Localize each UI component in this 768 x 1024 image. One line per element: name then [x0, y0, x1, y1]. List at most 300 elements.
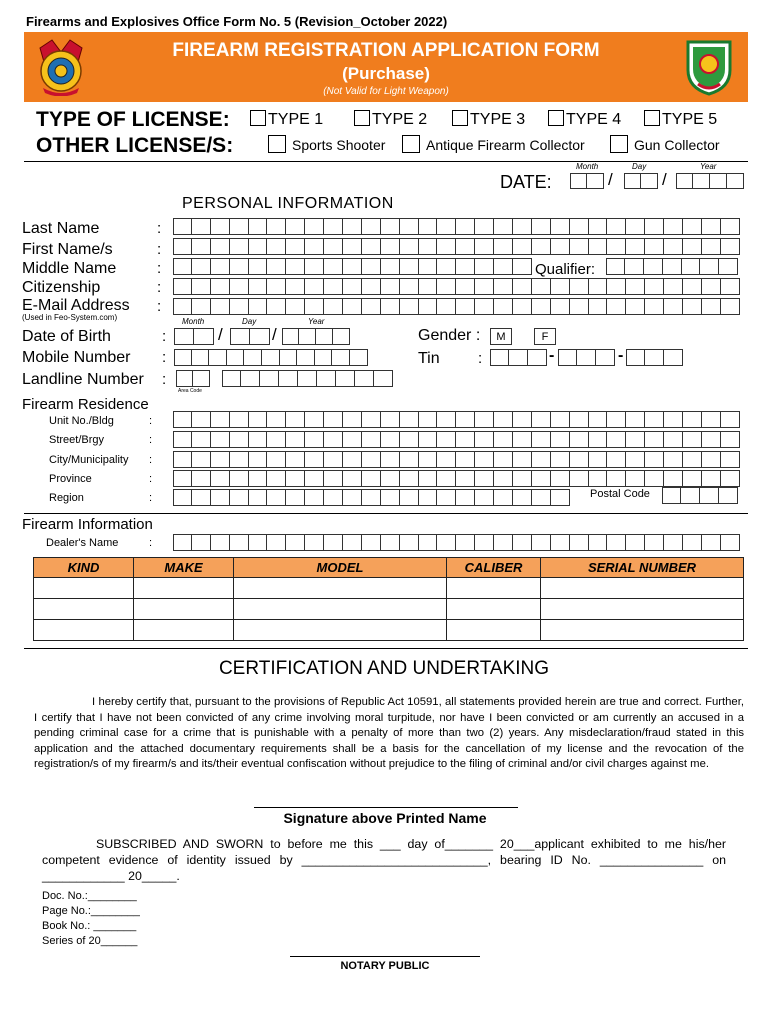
char-box[interactable] [532, 489, 551, 506]
char-box[interactable] [419, 258, 438, 275]
char-box[interactable] [626, 218, 645, 235]
char-box[interactable] [362, 238, 381, 255]
table-cell[interactable] [447, 620, 541, 641]
char-box[interactable] [683, 470, 702, 487]
dob-day-field[interactable] [230, 328, 270, 345]
char-box[interactable] [607, 218, 626, 235]
char-box[interactable] [362, 470, 381, 487]
char-box[interactable] [551, 470, 570, 487]
char-box[interactable] [494, 470, 513, 487]
char-box[interactable] [419, 238, 438, 255]
tin-field-3[interactable] [626, 349, 683, 366]
char-box[interactable] [211, 489, 230, 506]
char-box[interactable] [381, 470, 400, 487]
table-cell[interactable] [134, 599, 234, 620]
char-box[interactable] [683, 451, 702, 468]
char-box[interactable] [589, 431, 608, 448]
char-box[interactable] [286, 298, 305, 315]
char-box[interactable] [315, 349, 333, 366]
char-box[interactable] [662, 487, 681, 504]
char-box[interactable] [475, 431, 494, 448]
char-box[interactable] [267, 218, 286, 235]
char-box[interactable] [381, 258, 400, 275]
char-box[interactable] [683, 534, 702, 551]
char-box[interactable] [249, 411, 268, 428]
char-box[interactable] [343, 218, 362, 235]
char-box[interactable] [305, 298, 324, 315]
char-box[interactable] [381, 489, 400, 506]
char-box[interactable] [721, 470, 740, 487]
char-box[interactable] [607, 298, 626, 315]
char-box[interactable] [702, 298, 721, 315]
char-box[interactable] [400, 411, 419, 428]
char-box[interactable] [721, 534, 740, 551]
char-box[interactable] [664, 411, 683, 428]
char-box[interactable] [267, 258, 286, 275]
char-box[interactable] [532, 534, 551, 551]
char-box[interactable] [267, 534, 286, 551]
char-box[interactable] [305, 489, 324, 506]
char-box[interactable] [249, 451, 268, 468]
street-field[interactable] [173, 431, 740, 448]
char-box[interactable] [286, 218, 305, 235]
char-box[interactable] [400, 489, 419, 506]
char-box[interactable] [305, 278, 324, 295]
table-cell[interactable] [34, 620, 134, 641]
date-year-field[interactable] [676, 173, 744, 189]
char-box[interactable] [626, 470, 645, 487]
gender-female-box[interactable] [534, 328, 556, 345]
char-box[interactable] [532, 411, 551, 428]
char-box[interactable] [513, 278, 532, 295]
char-box[interactable] [683, 411, 702, 428]
char-box[interactable] [362, 451, 381, 468]
char-box[interactable] [267, 411, 286, 428]
char-box[interactable] [513, 489, 532, 506]
table-cell[interactable] [541, 620, 744, 641]
char-box[interactable] [324, 298, 343, 315]
char-box[interactable] [607, 278, 626, 295]
char-box[interactable] [280, 349, 298, 366]
license-type-4[interactable]: TYPE 4 [548, 110, 621, 129]
char-box[interactable] [494, 431, 513, 448]
char-box[interactable] [230, 411, 249, 428]
char-box[interactable] [324, 278, 343, 295]
middle-name-field[interactable] [173, 258, 532, 275]
char-box[interactable] [494, 451, 513, 468]
province-field[interactable] [173, 470, 740, 487]
char-box[interactable] [343, 451, 362, 468]
char-box[interactable] [317, 370, 336, 387]
char-box[interactable] [343, 238, 362, 255]
license-type-3[interactable]: TYPE 3 [452, 110, 525, 129]
char-box[interactable] [343, 470, 362, 487]
char-box[interactable] [211, 411, 230, 428]
dealer-field[interactable] [173, 534, 740, 551]
char-box[interactable] [475, 278, 494, 295]
char-box[interactable] [419, 411, 438, 428]
char-box[interactable] [607, 431, 626, 448]
char-box[interactable] [174, 349, 192, 366]
char-box[interactable] [551, 431, 570, 448]
char-box[interactable] [249, 470, 268, 487]
char-box[interactable] [362, 534, 381, 551]
char-box[interactable] [645, 431, 664, 448]
char-box[interactable] [324, 238, 343, 255]
char-box[interactable] [551, 451, 570, 468]
char-box[interactable] [362, 431, 381, 448]
char-box[interactable] [437, 258, 456, 275]
char-box[interactable] [400, 534, 419, 551]
char-box[interactable] [626, 431, 645, 448]
tin-field-2[interactable] [558, 349, 615, 366]
char-box[interactable] [702, 238, 721, 255]
char-box[interactable] [211, 431, 230, 448]
char-box[interactable] [570, 218, 589, 235]
char-box[interactable] [211, 258, 230, 275]
char-box[interactable] [437, 238, 456, 255]
char-box[interactable] [625, 258, 644, 275]
char-box[interactable] [475, 218, 494, 235]
date-day-field[interactable] [624, 173, 658, 189]
char-box[interactable] [249, 534, 268, 551]
char-box[interactable] [305, 238, 324, 255]
char-box[interactable] [324, 411, 343, 428]
char-box[interactable] [267, 278, 286, 295]
char-box[interactable] [702, 431, 721, 448]
char-box[interactable] [286, 470, 305, 487]
char-box[interactable] [494, 411, 513, 428]
char-box[interactable] [305, 411, 324, 428]
char-box[interactable] [494, 218, 513, 235]
char-box[interactable] [286, 258, 305, 275]
char-box[interactable] [683, 238, 702, 255]
char-box[interactable] [211, 470, 230, 487]
char-box[interactable] [381, 218, 400, 235]
char-box[interactable] [683, 218, 702, 235]
char-box[interactable] [589, 451, 608, 468]
char-box[interactable] [456, 298, 475, 315]
char-box[interactable] [721, 411, 740, 428]
other-sports-shooter[interactable]: Sports Shooter [268, 135, 385, 153]
char-box[interactable] [475, 298, 494, 315]
table-cell[interactable] [34, 578, 134, 599]
char-box[interactable] [644, 258, 663, 275]
char-box[interactable] [664, 534, 683, 551]
char-box[interactable] [551, 489, 570, 506]
char-box[interactable] [173, 278, 192, 295]
char-box[interactable] [702, 534, 721, 551]
char-box[interactable] [332, 349, 350, 366]
gender-female-option[interactable]: F [534, 328, 556, 345]
char-box[interactable] [719, 487, 738, 504]
char-box[interactable] [173, 238, 192, 255]
char-box[interactable] [589, 218, 608, 235]
char-box[interactable] [267, 298, 286, 315]
table-cell[interactable] [234, 620, 447, 641]
char-box[interactable] [475, 451, 494, 468]
char-box[interactable] [494, 238, 513, 255]
char-box[interactable] [437, 534, 456, 551]
citizenship-field[interactable] [173, 278, 740, 295]
char-box[interactable] [513, 218, 532, 235]
table-cell[interactable] [34, 599, 134, 620]
char-box[interactable] [532, 470, 551, 487]
char-box[interactable] [456, 218, 475, 235]
char-box[interactable] [230, 218, 249, 235]
char-box[interactable] [192, 451, 211, 468]
char-box[interactable] [249, 218, 268, 235]
char-box[interactable] [400, 298, 419, 315]
char-box[interactable] [192, 489, 211, 506]
char-box[interactable] [192, 258, 211, 275]
char-box[interactable] [381, 411, 400, 428]
char-box[interactable] [400, 278, 419, 295]
char-box[interactable] [589, 470, 608, 487]
char-box[interactable] [267, 489, 286, 506]
char-box[interactable] [305, 258, 324, 275]
char-box[interactable] [719, 258, 738, 275]
char-box[interactable] [702, 411, 721, 428]
char-box[interactable] [173, 534, 192, 551]
char-box[interactable] [419, 451, 438, 468]
char-box[interactable] [286, 411, 305, 428]
char-box[interactable] [324, 431, 343, 448]
table-cell[interactable] [447, 578, 541, 599]
char-box[interactable] [683, 278, 702, 295]
char-box[interactable] [381, 534, 400, 551]
char-box[interactable] [513, 411, 532, 428]
char-box[interactable] [437, 278, 456, 295]
char-box[interactable] [589, 298, 608, 315]
char-box[interactable] [249, 431, 268, 448]
char-box[interactable] [222, 370, 241, 387]
char-box[interactable] [305, 534, 324, 551]
char-box[interactable] [192, 349, 210, 366]
char-box[interactable] [570, 238, 589, 255]
char-box[interactable] [437, 451, 456, 468]
char-box[interactable] [355, 370, 374, 387]
char-box[interactable] [663, 258, 682, 275]
char-box[interactable] [645, 451, 664, 468]
char-box[interactable] [305, 470, 324, 487]
char-box[interactable] [551, 298, 570, 315]
char-box[interactable] [645, 218, 664, 235]
char-box[interactable] [721, 298, 740, 315]
char-box[interactable] [456, 534, 475, 551]
char-box[interactable] [343, 278, 362, 295]
char-box[interactable] [456, 489, 475, 506]
char-box[interactable] [607, 411, 626, 428]
char-box[interactable] [400, 470, 419, 487]
char-box[interactable] [645, 411, 664, 428]
char-box[interactable] [343, 534, 362, 551]
char-box[interactable] [362, 411, 381, 428]
char-box[interactable] [192, 298, 211, 315]
char-box[interactable] [589, 411, 608, 428]
char-box[interactable] [211, 534, 230, 551]
char-box[interactable] [305, 451, 324, 468]
char-box[interactable] [381, 451, 400, 468]
char-box[interactable] [249, 278, 268, 295]
checkbox-sports-shooter[interactable] [268, 135, 286, 153]
char-box[interactable] [475, 238, 494, 255]
char-box[interactable] [645, 278, 664, 295]
char-box[interactable] [173, 489, 192, 506]
char-box[interactable] [286, 534, 305, 551]
email-field[interactable] [173, 298, 740, 315]
char-box[interactable] [230, 431, 249, 448]
char-box[interactable] [209, 349, 227, 366]
char-box[interactable] [513, 258, 532, 275]
char-box[interactable] [589, 278, 608, 295]
char-box[interactable] [324, 218, 343, 235]
char-box[interactable] [721, 218, 740, 235]
gender-male-option[interactable]: M [490, 328, 512, 345]
char-box[interactable] [494, 258, 513, 275]
char-box[interactable] [702, 218, 721, 235]
char-box[interactable] [456, 278, 475, 295]
char-box[interactable] [626, 451, 645, 468]
char-box[interactable] [721, 278, 740, 295]
license-type-1[interactable]: TYPE 1 [250, 110, 323, 129]
char-box[interactable] [607, 470, 626, 487]
checkbox-type-1[interactable] [250, 110, 266, 126]
table-cell[interactable] [234, 599, 447, 620]
char-box[interactable] [664, 298, 683, 315]
char-box[interactable] [494, 298, 513, 315]
signature-line[interactable] [254, 807, 518, 808]
char-box[interactable] [381, 238, 400, 255]
checkbox-type-4[interactable] [548, 110, 564, 126]
char-box[interactable] [570, 534, 589, 551]
char-box[interactable] [230, 298, 249, 315]
char-box[interactable] [249, 298, 268, 315]
char-box[interactable] [192, 278, 211, 295]
char-box[interactable] [173, 218, 192, 235]
char-box[interactable] [626, 298, 645, 315]
char-box[interactable] [343, 258, 362, 275]
char-box[interactable] [532, 431, 551, 448]
table-cell[interactable] [234, 578, 447, 599]
char-box[interactable] [682, 258, 701, 275]
char-box[interactable] [437, 298, 456, 315]
other-antique-collector[interactable]: Antique Firearm Collector [402, 135, 585, 153]
char-box[interactable] [286, 489, 305, 506]
char-box[interactable] [173, 298, 192, 315]
char-box[interactable] [607, 238, 626, 255]
char-box[interactable] [570, 278, 589, 295]
char-box[interactable] [513, 238, 532, 255]
char-box[interactable] [437, 218, 456, 235]
char-box[interactable] [475, 470, 494, 487]
char-box[interactable] [336, 370, 355, 387]
char-box[interactable] [286, 431, 305, 448]
char-box[interactable] [475, 534, 494, 551]
char-box[interactable] [419, 278, 438, 295]
char-box[interactable] [702, 451, 721, 468]
dob-year-field[interactable] [282, 328, 350, 345]
char-box[interactable] [626, 238, 645, 255]
char-box[interactable] [532, 298, 551, 315]
char-box[interactable] [419, 470, 438, 487]
char-box[interactable] [645, 470, 664, 487]
char-box[interactable] [211, 451, 230, 468]
checkbox-type-2[interactable] [354, 110, 370, 126]
char-box[interactable] [645, 238, 664, 255]
char-box[interactable] [192, 534, 211, 551]
char-box[interactable] [626, 278, 645, 295]
char-box[interactable] [664, 218, 683, 235]
table-cell[interactable] [541, 599, 744, 620]
unit-field[interactable] [173, 411, 740, 428]
char-box[interactable] [192, 431, 211, 448]
char-box[interactable] [305, 218, 324, 235]
license-type-5[interactable]: TYPE 5 [644, 110, 717, 129]
char-box[interactable] [267, 451, 286, 468]
char-box[interactable] [362, 258, 381, 275]
char-box[interactable] [211, 238, 230, 255]
table-row[interactable] [34, 578, 744, 599]
char-box[interactable] [456, 238, 475, 255]
char-box[interactable] [513, 534, 532, 551]
char-box[interactable] [589, 534, 608, 551]
license-type-2[interactable]: TYPE 2 [354, 110, 427, 129]
char-box[interactable] [700, 258, 719, 275]
char-box[interactable] [241, 370, 260, 387]
landline-field[interactable] [222, 370, 393, 387]
checkbox-gun-collector[interactable] [610, 135, 628, 153]
char-box[interactable] [286, 238, 305, 255]
char-box[interactable] [260, 370, 279, 387]
char-box[interactable] [400, 238, 419, 255]
char-box[interactable] [551, 238, 570, 255]
char-box[interactable] [456, 411, 475, 428]
char-box[interactable] [626, 534, 645, 551]
table-cell[interactable] [134, 620, 234, 641]
char-box[interactable] [192, 470, 211, 487]
postal-code-field[interactable] [662, 487, 738, 504]
first-name-field[interactable] [173, 238, 740, 255]
char-box[interactable] [683, 298, 702, 315]
char-box[interactable] [324, 258, 343, 275]
char-box[interactable] [362, 489, 381, 506]
char-box[interactable] [683, 431, 702, 448]
char-box[interactable] [494, 278, 513, 295]
char-box[interactable] [419, 534, 438, 551]
table-row[interactable] [34, 620, 744, 641]
table-row[interactable] [34, 599, 744, 620]
char-box[interactable] [721, 431, 740, 448]
char-box[interactable] [374, 370, 393, 387]
char-box[interactable] [513, 298, 532, 315]
char-box[interactable] [513, 451, 532, 468]
char-box[interactable] [475, 411, 494, 428]
char-box[interactable] [343, 489, 362, 506]
char-box[interactable] [192, 238, 211, 255]
char-box[interactable] [262, 349, 280, 366]
char-box[interactable] [607, 534, 626, 551]
char-box[interactable] [456, 431, 475, 448]
char-box[interactable] [286, 451, 305, 468]
char-box[interactable] [721, 451, 740, 468]
city-field[interactable] [173, 451, 740, 468]
char-box[interactable] [702, 470, 721, 487]
char-box[interactable] [230, 238, 249, 255]
char-box[interactable] [532, 278, 551, 295]
char-box[interactable] [681, 487, 700, 504]
char-box[interactable] [324, 534, 343, 551]
